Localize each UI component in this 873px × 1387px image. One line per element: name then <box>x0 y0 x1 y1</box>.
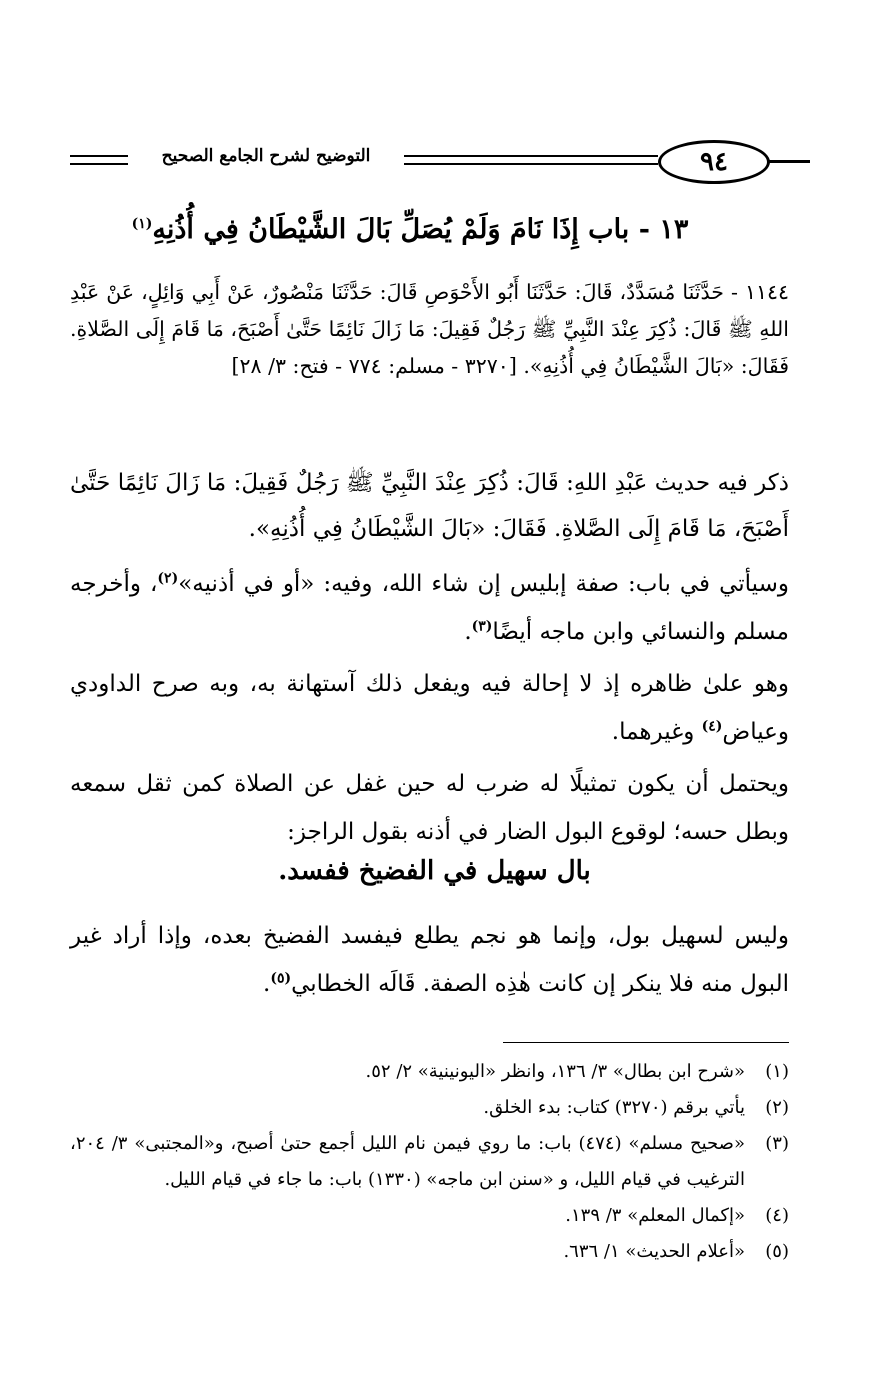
poetry-verse: بال سهيل في الفضيخ ففسد. <box>278 856 591 886</box>
header-rule <box>768 160 810 163</box>
paragraph-text: . <box>263 971 271 997</box>
footnote-text: يأتي برقم (٣٢٧٠) كتاب: بدء الخلق. <box>483 1097 745 1118</box>
running-title: التوضيح لشرح الجامع الصحيح <box>161 146 371 166</box>
footnotes <box>70 1054 789 1270</box>
footnote-number: (٢) <box>765 1097 789 1118</box>
paragraph-text: وغيرهما. <box>611 719 702 745</box>
footnote-text: «صحيح مسلم» (٤٧٤) باب: ما روي فيمن نام الليل أجمع حتىٰ أصبح، و«المجتبى» ٣/ ٢٠٤، الترغيب في قيام الليل، و «سنن ابن ماجه» (١٣٣٠) باب: ما جاء في قيام الليل. <box>70 1133 745 1190</box>
footnote-marker: (٥) <box>270 970 292 987</box>
paragraph: ذكر فيه حديث عَبْدِ اللهِ: قَالَ: ذُكِرَ عِنْدَ النَّبِيِّ ﷺ رَجُلٌ فَقِيلَ: مَا زَالَ نَائِمًا حَتَّىٰ أَصْبَحَ، مَا قَامَ إِلَى الصَّلاةِ. فَقَالَ: «بَالَ الشَّيْطَانُ فِي أُذُنِهِ». <box>70 470 789 542</box>
header-rule <box>70 155 128 165</box>
paragraph-text: وسيأتي في باب: صفة إبليس إن شاء الله، وفيه: «أو في أذنيه» <box>178 571 789 597</box>
footnote-number: (٣) <box>765 1133 789 1154</box>
footnote-number: (١) <box>765 1061 789 1082</box>
footnote-marker: (١) <box>131 216 153 232</box>
footnote-text: «أعلام الحديث» ١/ ٦٣٦. <box>563 1241 745 1262</box>
paragraph <box>70 560 789 656</box>
footnote-text: «إكمال المعلم» ٣/ ١٣٩. <box>565 1205 745 1226</box>
paragraph-text: . <box>464 619 472 645</box>
page-header <box>70 138 810 188</box>
paragraph-text: وليس لسهيل بول، وإنما هو نجم يطلع فيفسد الفضيخ بعده، وإذا أراد غير البول منه فلا ينكر إن كانت هٰذِه الصفة. قَالَه الخطابي <box>70 923 789 997</box>
footnote-separator <box>503 1042 789 1043</box>
paragraph-text: ، وأخرجه مسلم والنسائي وابن ماجه أيضًا <box>70 571 789 645</box>
footnote-marker: (٣) <box>471 618 493 635</box>
footnote-item <box>70 1198 789 1234</box>
page-number: ٩٤ <box>658 140 770 184</box>
footnote-marker: (٤) <box>701 718 723 735</box>
footnote-item <box>70 1090 789 1126</box>
footnote-marker: (٢) <box>157 570 179 587</box>
footnote-item <box>70 1054 789 1090</box>
paragraph: ويحتمل أن يكون تمثيلًا له ضرب له حين غفل عن الصلاة كمن ثقل سمعه وبطل حسه؛ لوقوع البول الضار في أذنه بقول الراجز: <box>70 771 789 845</box>
footnote-item <box>70 1234 789 1270</box>
chapter-title-text: ١٣ - باب إِذَا نَامَ وَلَمْ يُصَلِّ بَالَ الشَّيْطَانُ فِي أُذُنِهِ <box>152 214 689 245</box>
footnote-number: (٤) <box>765 1205 789 1226</box>
hadith-text: ١١٤٤ - حَدَّثَنَا مُسَدَّدٌ، قَالَ: حَدَّثَنَا أَبُو الأَحْوَصِ قَالَ: حَدَّثَنَا مَنْصُورٌ، عَنْ أَبِي وَائِلٍ، عَنْ عَبْدِ اللهِ ﷺ قَالَ: ذُكِرَ عِنْدَ النَّبِيِّ ﷺ رَجُلٌ فَقِيلَ: مَا زَالَ نَائِمًا حَتَّىٰ أَصْبَحَ، مَا قَامَ إِلَى الصَّلاةِ. فَقَالَ: «بَالَ الشَّيْطَانُ فِي أُذُنِهِ». [٣٢٧٠ - مسلم: ٧٧٤ - فتح: ٣/ ٢٨] <box>70 280 789 378</box>
chapter-title <box>80 214 740 245</box>
paragraph <box>70 660 789 756</box>
footnote-text: «شرح ابن بطال» ٣/ ١٣٦، وانظر «اليونينية» ٢/ ٥٢. <box>365 1061 745 1082</box>
paragraph <box>70 912 789 1008</box>
paragraph-text: وهو علىٰ ظاهره إذ لا إحالة فيه ويفعل ذلك آستهانة به، وبه صرح الداودي وعياض <box>70 671 789 745</box>
footnote-item <box>70 1126 789 1198</box>
footnote-number: (٥) <box>765 1241 789 1262</box>
header-rule <box>404 155 658 165</box>
